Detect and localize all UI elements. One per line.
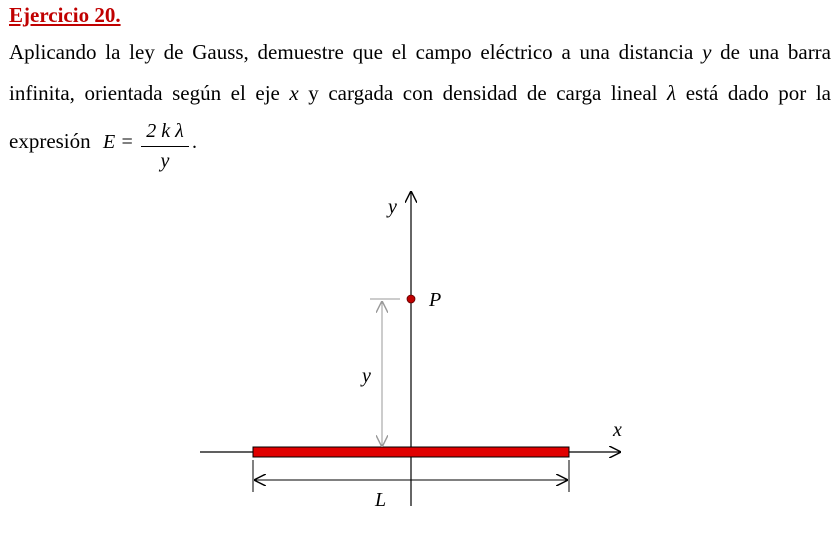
point-p — [407, 295, 415, 303]
exercise-title: Ejercicio 20. — [9, 3, 121, 27]
formula-numerator: 2 k λ — [146, 120, 184, 142]
length-label: L — [375, 489, 387, 511]
statement-text: y cargada con densidad de carga lineal — [298, 81, 668, 105]
statement-text: infinita, orientada según el eje — [9, 81, 290, 105]
statement-text: está dado por la — [676, 81, 831, 105]
formula-denominator: y — [160, 150, 170, 172]
charged-bar — [253, 447, 569, 457]
variable-y: y — [702, 40, 712, 64]
x-axis-label: x — [613, 419, 622, 441]
y-axis-label: y — [388, 196, 397, 218]
variable-lambda: λ — [667, 81, 677, 105]
formula-lhs: E = — [103, 131, 134, 153]
formula-period: . — [192, 131, 197, 153]
point-label: P — [429, 289, 442, 311]
statement-text: Aplicando la ley de Gauss, demuestre que el campo eléctrico a una distancia — [9, 40, 703, 64]
variable-x: x — [289, 81, 299, 105]
statement-text: de una barra — [711, 40, 831, 64]
statement-line-3: expresión — [9, 129, 91, 153]
distance-label: y — [362, 365, 371, 387]
